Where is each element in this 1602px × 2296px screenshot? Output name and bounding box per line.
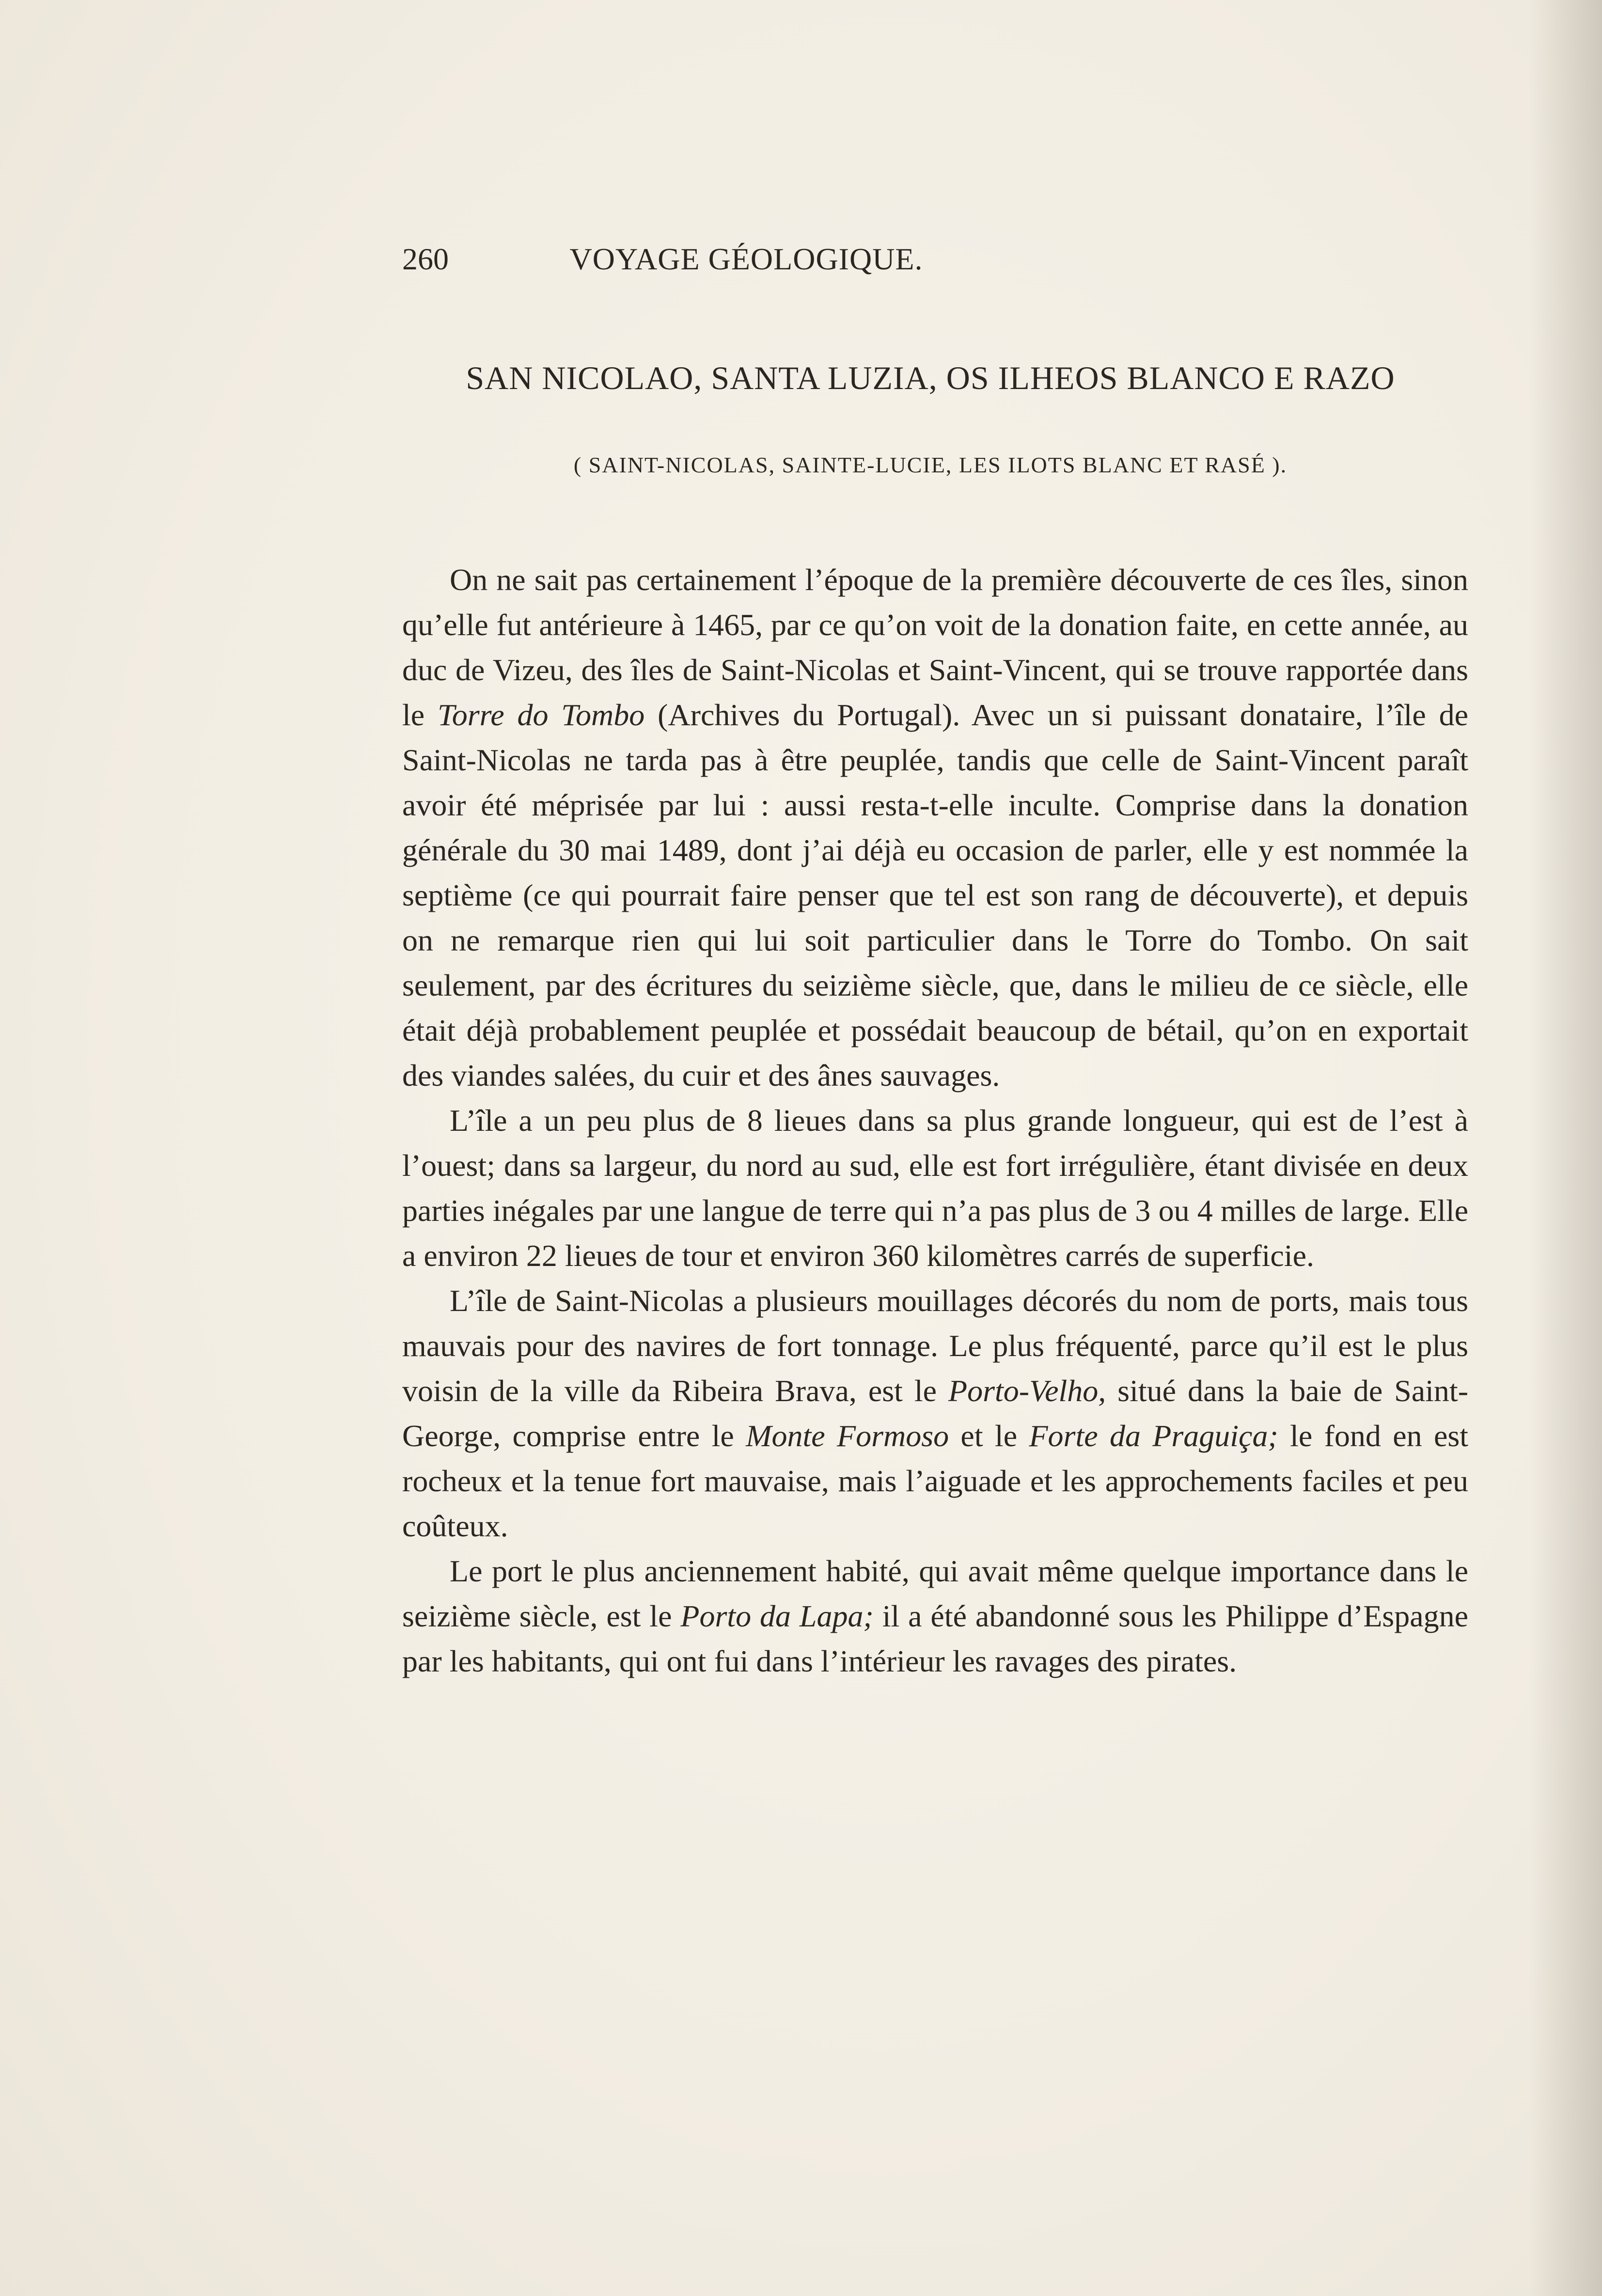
paragraph <box>402 1548 1468 1684</box>
page-edge-shadow <box>1529 0 1602 2296</box>
chapter-title: SAN NICOLAO, SANTA LUZIA, OS ILHEOS BLANCO E RAZO <box>466 359 1395 396</box>
page-number: 260 <box>402 242 449 276</box>
chapter-subtitle: ( SAINT-NICOLAS, SAINTE-LUCIE, LES ILOTS BLANC ET RASÉ ). <box>573 453 1288 477</box>
paragraph-text: il a été abandonné sous les Philippe d’Espagne par les habitants, qui ont fui dans l’intérieur les ravages des pirates. <box>402 1599 1469 1678</box>
paragraph-text: L’île de Saint-Nicolas a plusieurs mouillages décorés du nom de ports, mais tous mauvais pour des navires de fort tonnage. Le plus fréquenté, parce qu’il est le plus voisin de la ville da Ribeira Brava, est le <box>402 1283 1468 1408</box>
italic-text: Monte Formoso <box>746 1419 949 1453</box>
paragraph <box>402 1278 1468 1548</box>
paragraph-text: L’île a un peu plus de 8 lieues dans sa plus grande longueur, qui est de l’est à l’ouest; dans sa largeur, du nord au sud, elle est fort irrégulière, étant divisée en deux parties inégales par une langue de terre qui n’a pas plus de 3 ou 4 milles de large. Elle a environ 22 lieues de tour et environ 360 kilomètres carrés de superficie. <box>402 1103 1468 1273</box>
italic-text: Forte da Praguiça; <box>1029 1419 1278 1453</box>
paragraph-text: On ne sait pas certainement l’époque de la première découverte de ces îles, sinon qu’elle fut antérieure à 1465, par ce qu’on voit de la donation faite, en cette année, au duc de Vizeu, des îles de Saint-Nicolas et Saint-Vincent, qui se trouve rapportée dans le <box>402 562 1468 732</box>
paragraph-text: situé dans la baie de Saint-George, comprise entre le <box>402 1374 1469 1453</box>
paragraph-text: Le port le plus anciennement habité, qui avait même quelque importance dans le seizième siècle, est le <box>402 1554 1468 1633</box>
body-text <box>402 557 1468 1684</box>
italic-text: Torre do Tombo <box>438 698 645 732</box>
paragraph-text: (Archives du Portugal). Avec un si puissant donataire, l’île de Saint-Nicolas ne tarda pas à être peuplée, tandis que celle de Saint-Vincent paraît avoir été méprisée par lui : aussi resta-t-elle inculte. Comprise dans la donation générale du 30 mai 1489, dont j’ai déjà eu occasion de parler, elle y est nommée la septième (ce qui pourrait faire penser que tel est son rang de découverte), et depuis on ne remarque rien qui lui soit particulier dans le Torre do Tombo. On sait seulement, par des écritures du seizième siècle, que, dans le milieu de ce siècle, elle était déjà probablement peuplée et possédait beaucoup de bétail, qu’on en exportait des viandes salées, du cuir et des ânes sauvages. <box>402 698 1469 1093</box>
paragraph-text: le fond en est rocheux et la tenue fort mauvaise, mais l’aiguade et les approchements faciles et peu coûteux. <box>402 1419 1469 1543</box>
running-title: VOYAGE GÉOLOGIQUE. <box>569 242 923 276</box>
italic-text: Porto da Lapa; <box>680 1599 874 1633</box>
paragraph-text: et le <box>949 1419 1029 1453</box>
paragraph <box>402 557 1468 1098</box>
paragraph <box>402 1098 1468 1278</box>
italic-text: Porto-Velho, <box>948 1374 1106 1408</box>
running-head <box>402 237 1090 281</box>
